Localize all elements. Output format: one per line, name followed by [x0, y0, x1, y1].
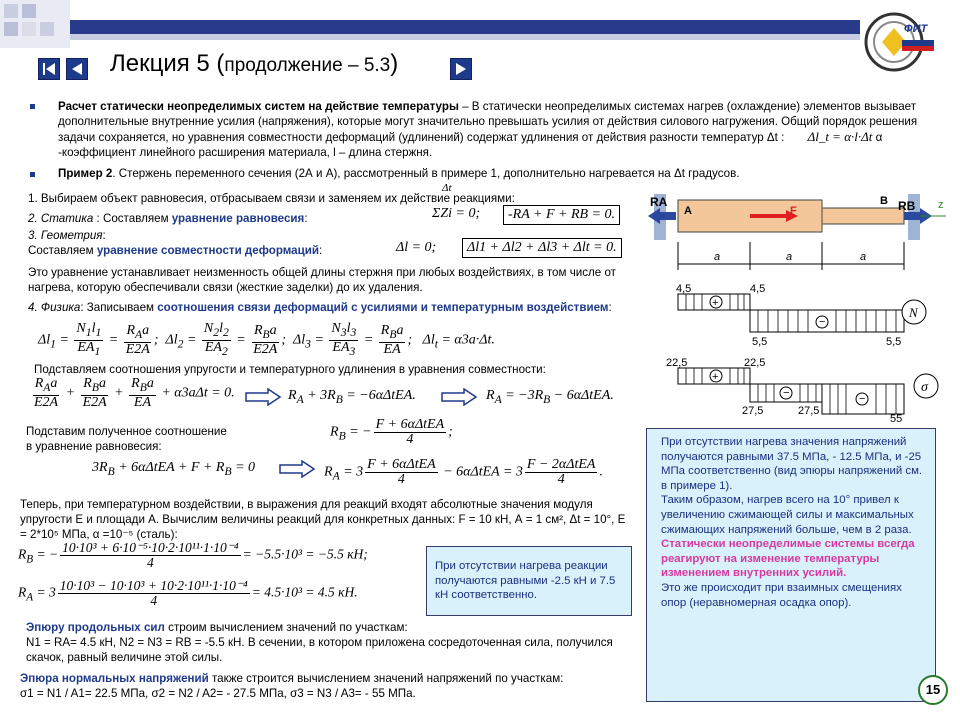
sigma-value-mid: 22,5 [744, 357, 766, 369]
bullet-icon [30, 104, 35, 109]
ra-relation-2: $R_A = -3R_B - 6\alpha\Delta tEA$. [486, 388, 614, 406]
z-label: z [938, 199, 944, 211]
svg-text:+: + [712, 297, 719, 309]
page-number: 15 [918, 675, 948, 705]
example-paragraph: Пример 2. Стержень переменного сечения (2А и А), рассмотренный в примере 1, дополнительно нагревается на Δt градусов. [58, 167, 740, 180]
rb-numeric: $R_B$ = − $\frac{\text{10·10³ + 6·10⁻⁵·10·2·10¹¹·1·10⁻⁴}}{4}$ = −5.5·10³ = −5.5 кН; [18, 540, 368, 570]
step-3-line: Составляем уравнение совместности деформаций: [28, 244, 323, 257]
equilibrium-substituted: $3R_B + 6\alpha\Delta tEA + F + R_B = 0$ [92, 460, 256, 478]
arrow-icon [440, 388, 478, 406]
arrow-icon [244, 388, 282, 406]
no-heating-reactions-note: При отсутствии нагрева реакции получаются равными -2.5 кН и 7.5 кН соответственно. [426, 546, 632, 616]
n-value-right-1: 5,5 [752, 336, 768, 348]
next-slide-button[interactable] [450, 58, 472, 80]
rb-formula: $R_B$ = − $\frac{\text{F + 6αΔtEA}}{4}$ ; [330, 417, 453, 447]
header-decoration [0, 0, 960, 48]
n-value-left: 4,5 [676, 283, 692, 295]
svg-text:+: + [712, 371, 719, 383]
point-b-label: B [880, 195, 888, 207]
ra-numeric: $R_A = 3$ $\frac{\text{10·10³ − 10·10³ + 10·2·10¹¹·1·10⁻⁴}}{4}$ = 4.5·10³ = 4.5 кН. [18, 578, 358, 608]
physics-formulas: $\Delta l_1$ = $\frac{N_1l_1}{EA_1}$ = $\frac{R_Aa}{E2A}$ ; $\Delta l_2$ = $\frac{N_2l_2}{EA_2}$ = $\frac{R_Ba}{E2A}$ ; $\Delta l_3$ = $\frac{N_3l_3}{EA_3}$ = $\frac{R_Ba}{EA}$ ; $\Delta l_t = \alpha 3a\cdot\Delta t$. [38, 321, 495, 358]
step-4: 4. Физика: Записываем соотношения связи деформаций с усилиями и температурным воздействием: [28, 301, 612, 314]
arrow-icon [278, 460, 316, 478]
geometry-eq-1: Δl = 0; [396, 240, 437, 255]
step-2: 2. Статика : Составляем уравнение равновесия: [28, 212, 308, 225]
epure-n-heading: Эпюру продольных сил строим вычислением значений по участкам: [26, 621, 408, 634]
dim-a-2: a [786, 251, 793, 263]
static-sum: ΣZi = 0; [432, 206, 481, 221]
page-title: Лекция 5 (продолжение – 5.3) [110, 50, 399, 77]
first-slide-button[interactable] [38, 58, 60, 80]
rod-segment-a [822, 208, 904, 224]
sigma-value-left: 22,5 [666, 357, 688, 369]
force-label: F [790, 205, 797, 217]
epure-sigma-heading: Эпюра нормальных напряжений также строится вычислением значений напряжений по участкам: [20, 672, 564, 685]
conclusion-box [646, 428, 936, 702]
equilibrium-equation: -RA + F + RB = 0. [503, 205, 620, 225]
normal-force-diagram [676, 283, 926, 348]
svg-text:−: − [819, 316, 826, 328]
point-a-label: A [684, 205, 692, 217]
svg-text:−: − [859, 393, 866, 405]
epure-n-values: N1 = RA= 4.5 кН, N2 = N3 = RB = -5.5 кН. В сечении, в котором приложена сосредоточенная сила, получился скачок, равный величине этой силы. [26, 636, 613, 664]
substitution-text-1: Подставляем соотношения упругости и температурного удлинения в уравнения совместности: [34, 363, 546, 376]
compatibility-equation: Δl1 + Δl2 + Δl3 + Δlt = 0. [462, 238, 622, 258]
ra-formula: $R_A = 3$ $\frac{\text{F + 6αΔtEA}}{4}$ − 6αΔtEA = 3 $\frac{\text{F − 2αΔtEA}}{4}$ . [324, 457, 603, 487]
step-1: 1. Выбираем объект равновесия, отбрасываем связи и заменяем их действие реакциями: [28, 192, 515, 205]
bullet-icon [30, 172, 35, 177]
temperature-paragraph: Теперь, при температурном воздействии, в выражения для реакций входят абсолютные значения модуля упругости Е и площади А. Вычислим величины реакций для конкретных данных: F = 10 кН, А = 1 см², Δt = 10°, Е = 2*10⁵ МПа, α =10⁻⁵ (сталь): [20, 498, 626, 541]
ra-label: RA [650, 195, 668, 209]
intro-paragraph: Расчет статически неопределимых систем на действие температуры – В статически неопределимых системах нагрев (охлаждение) элементов вызывает дополнительные внутренние усилия (напряжения), которые могут значительно превышать усилия от действия силового нагружения. Общий порядок решения задачи сохраняется, но уравнения совместности деформаций (удлинений) содержат удлинения от действия разности температур Δt : Δl_t = α·l·Δt α -коэффициент линейного расширения материала, l – длина стержня. [58, 100, 918, 159]
step-3-label: 3. Геометрия: [28, 229, 106, 242]
n-value-right-2: 5,5 [886, 336, 902, 348]
sigma-symbol: σ [921, 380, 928, 395]
step-3-note: Это уравнение устанавливает неизменность общей длины стержня при любых воздействиях, в том числе от нагрева, которую обеспечивали связи (жесткие заделки) до их удаления. [28, 266, 616, 294]
rb-label: RB [898, 199, 916, 213]
conclusion-p4: Это же происходит при взаимных смещениях опор (неравномерная осадка опор). [661, 581, 902, 609]
conclusion-p3: Статически неопределимые системы всегда реагируют на изменение температуры изменением внутренних усилий. [661, 538, 915, 580]
rod-diagram [640, 188, 955, 428]
n-value-left-2: 4,5 [750, 283, 766, 295]
svg-text:−: − [783, 387, 790, 399]
substitution-text-2: Подставим полученное соотношение в уравнение равновесия: [26, 425, 227, 453]
conclusion-p1: При отсутствии нагрева значения напряжений получаются равными 37.5 МПа, - 12.5 МПа, и -25 МПа соответственно (вид эпюры напряжений см. в примере 1). [661, 436, 923, 492]
university-logo [858, 10, 938, 74]
n-symbol: N [909, 305, 918, 320]
dim-a-3: a [860, 251, 867, 263]
previous-slide-button[interactable] [66, 58, 88, 80]
compat-substituted: $\frac{R_Aa}{E2A}$ + $\frac{R_Ba}{E2A}$ + $\frac{R_Ba}{EA}$ + α3aΔt = 0. [34, 376, 235, 410]
conclusion-p2: Таким образом, нагрев всего на 10° привел к увеличению сжимающей силы и максимальных сжимающих напряжений больше, чем в 2 раза. [661, 494, 914, 536]
delta-t-label: Δt [442, 182, 452, 194]
epure-sigma-values: σ1 = N1 / A1= 22.5 МПа, σ2 = N2 / A2= - 27.5 МПа, σ3 = N3 / A3= - 55 МПа. [20, 687, 416, 700]
sigma-value-27a: 27,5 [742, 405, 764, 417]
dim-a-1: a [714, 251, 721, 263]
sigma-value-27b: 27,5 [798, 405, 820, 417]
stress-diagram [666, 357, 938, 425]
logo-text: ФИТ [904, 23, 928, 35]
ra-relation-1: $R_A + 3R_B = -6\alpha\Delta tEA$. [288, 388, 416, 406]
sigma-value-55: 55 [890, 413, 903, 425]
